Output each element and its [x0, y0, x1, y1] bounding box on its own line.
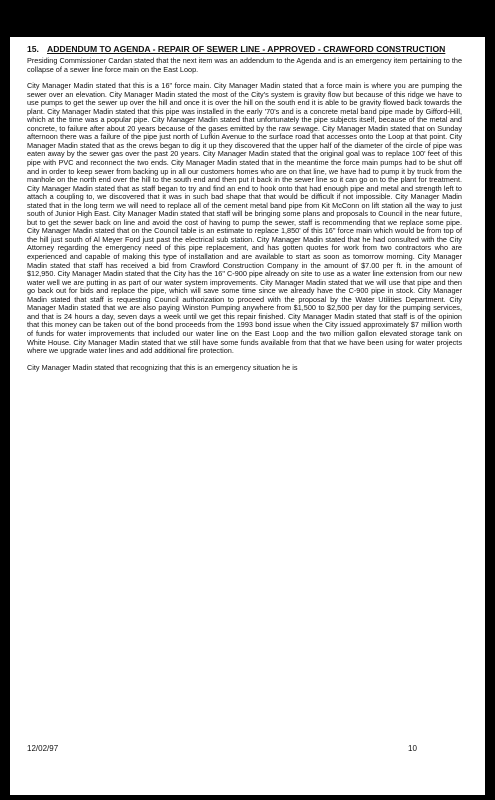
page-number: 10: [408, 744, 417, 753]
paragraph-intro: Presiding Commissioner Cardan stated that the next item was an addendum to the Agenda and is an emergency item pertaining to the collapse of a sewer line force main on the East Loop.: [27, 56, 462, 74]
section-number: 15.: [27, 44, 39, 54]
section-title: ADDENDUM TO AGENDA - REPAIR OF SEWER LINE - APPROVED - CRAWFORD CONSTRUCTION: [47, 44, 446, 54]
document-body: [27, 44, 462, 380]
document-page: [10, 37, 485, 795]
paragraph-main: City Manager Madin stated that this is a 16" force main. City Manager Madin stated that a force main is where you are pumping the sewer over an elevation. City Manager Madin stated the most of the City's system is gravity flow but because of this ridge we have to use pumps to get the sewer up over the hill and once it is over the hill on the south end it is able to be gravity flowed back towards the plant. City Manager Madin stated that this pipe was installed in the early '70's and is a concrete metal band pipe made by Gifford-Hill, which at the time was a popular pipe. City Manager Madin stated that unfortunately the pipe subjects itself, because of the metal and concrete, to failure after about 20 years because of the gases emitted by the raw sewage. City Manager Madin stated that on Sunday afternoon there was a failure of the pipe just north of Lufkin Avenue to the surface road that accesses onto the Loop at that point. City Manager Madin stated that as the crews began to dig it up they discovered that the upper half of the diameter of the circle of pipe was eaten away by the sewer gas over the past 20 years. City Manager Madin stated that the original goal was to replace 100' feet of this pipe with PVC and reconnect the two ends. City Manager Madin stated that in the meantime the force main pumps had to be shut off and in order to keep sewer from backing up in all our customers homes who are on that line, we have had to pump it by truck from the manhole on the north end over the hill to the south end and then put it back in the sewer line so it can go on to the plant for treatment. City Manager Madin stated that as staff began to try and find an end to hook onto that had enough pipe and metal and strength left to attach a coupling to, we discovered that it was in such bad shape that that would be difficult if not impossible. City Manager Madin stated that in the long term we will need to replace all of the cement metal band pipe from Kit McConn on lift station all the way to just south of Junior High East. City Manager Madin stated that staff will be bringing some plans and proposals to Council in the near future, but to get the sewer back on line and avoid the cost of having to pump the sewer, staff is recommending that we replace some pipe. City Manager Madin stated that on the Council table is an estimate to replace 1,850' of this 16" force main which would be from top of the hill just south of Al Meyer Ford just past the electrical sub station. City Manager Madin stated that he had consulted with the City Attorney regarding the emergency need of this pipe replacement, and has gotten quotes for work from two contractors who are experienced and capable of making this type of installation and are available to start as soon as tomorrow morning. City Manager Madin stated that staff has received a bid from Crawford Construction Company in the amount of $7.00 per ft. in the amount of $12,950. City Manager Madin stated that the City has the 16" C-900 pipe already on site to use as a water line extension from our new water well we are putting in as part of our water system improvements. City Manager Madin stated that we will use that pipe and then go back out for bids and replace the pipe, which will save some time since we already have the C-900 pipe in stock. City Manager Madin stated that staff is requesting Council authorization to proceed with the proposal by the Water Utilities Department. City Manager Madin stated that we are also paying Winston Pumping anywhere from $1,500 to $2,500 per day for the pumping services, and that is 24 hours a day, seven days a week until we get this repair finished. City Manager Madin stated that staff is of the opinion that this money can be taken out of the bond proceeds from the 1993 bond issue when the City issued approximately $7 million worth of funds for water improvements that included our water line on the East Loop and the two million gallon elevated storage tank on White House. City Manager Madin stated that we still have some funds available from that that we have been using for water projects where we upgrade water lines and add additional fire protection.: [27, 81, 462, 356]
paragraph-closing: City Manager Madin stated that recognizing that this is an emergency situation he is: [27, 362, 298, 372]
section-heading: [27, 44, 462, 54]
footer-date: 12/02/97: [27, 744, 59, 753]
